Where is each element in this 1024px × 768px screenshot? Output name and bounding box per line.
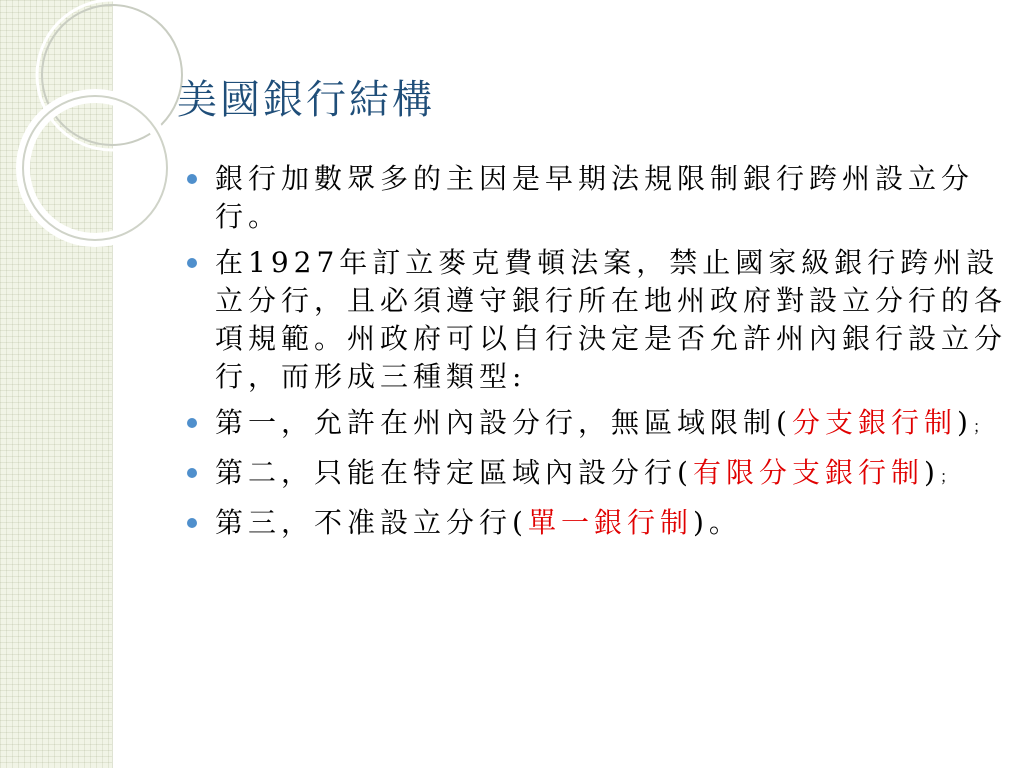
bullet-text (215, 404, 1017, 446)
bullet-text (215, 454, 1017, 496)
bank-type-highlight: 單一銀行制 (527, 506, 693, 539)
bullet-icon (187, 258, 197, 268)
bullet-icon (187, 174, 197, 184)
bullet-text-close: )。 (692, 506, 742, 539)
slide-title: 美國銀行結構 (177, 77, 435, 123)
bullet-text-tail: ； (939, 467, 956, 486)
bullet-list (187, 160, 1017, 550)
list-item (187, 404, 1017, 446)
bullet-text-lead: 第三，不准設立分行( (215, 506, 528, 539)
bullet-text: 銀行加數眾多的主因是早期法規限制銀行跨州設立分行。 (215, 162, 975, 233)
bullet-icon (187, 418, 197, 428)
decorative-rings (0, 0, 200, 260)
bullet-text-lead: 第一，允許在州內設分行，無區域限制( (215, 406, 792, 439)
bank-type-highlight: 分支銀行制 (791, 406, 957, 439)
bullet-text: 在1927年訂立麥克費頓法案，禁止國家級銀行跨州設立分行，且必須遵守銀行所在地州政府對設立分行的各項規範。州政府可以自行決定是否允許州內銀行設立分行，而形成三種類型: (215, 246, 1008, 393)
bullet-text-close: ) (923, 456, 940, 489)
list-item (187, 504, 1017, 542)
bullet-text-tail: ； (972, 417, 989, 436)
bullet-text-lead: 第二，只能在特定區域內設分行( (215, 456, 693, 489)
bullet-icon (187, 518, 197, 528)
list-item (187, 160, 1017, 236)
list-item (187, 244, 1017, 396)
list-item (187, 454, 1017, 496)
bullet-text-close: ) (956, 406, 973, 439)
bullet-text (215, 504, 1017, 542)
bullet-icon (187, 468, 197, 478)
bank-type-highlight: 有限分支銀行制 (692, 456, 924, 489)
